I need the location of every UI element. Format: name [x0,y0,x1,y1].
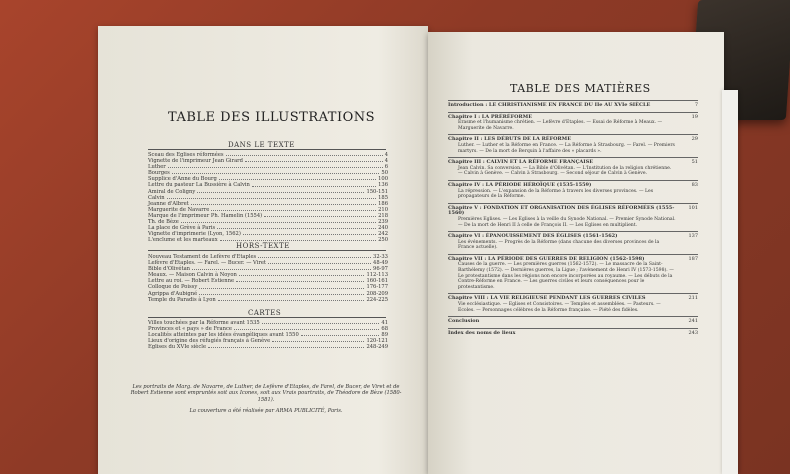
item-label: Lettre du pasteur La Bussière à Calvin [148,182,250,189]
item-label: Colloque de Poissy [148,284,198,291]
leader-dots [262,320,380,324]
leader-dots [252,182,376,186]
leader-dots [301,332,380,336]
chapter-page: 137 [688,233,698,240]
leader-dots [218,297,365,301]
item-page: 150-151 [366,188,388,195]
leader-dots [258,254,371,258]
contents-title: TABLE DES MATIÈRES [510,82,651,95]
chapter-entry [448,157,698,180]
item-page: 4 [384,152,388,158]
item-page: 136 [378,182,388,189]
chapter-description: Les événements. — Progrès de la Réforme (dans chacune des diverses provinces de la France actuelle). [458,239,660,251]
chapter-page: 211 [688,295,698,302]
item-label: Luther [148,164,166,171]
chapter-entry [448,203,698,231]
leader-dots [243,231,376,235]
item-label: Marque de l'imprimeur Ph. Hamelin (1554) [148,212,263,219]
item-page: 250 [378,237,388,244]
left-page [98,26,428,474]
chapter-entry [448,293,698,316]
chapter-page: 243 [688,329,698,336]
leader-dots [199,284,364,288]
chapter-heading: Chapitre VI : ÉPANOUISSEMENT DES ÉGLISES (1561-1562) [448,233,618,240]
item-page: 89 [381,332,388,339]
chapter-heading: Introduction : LE CHRISTIANISME EN FRANCE DU IIe AU XVIe SIÈCLE [448,102,651,108]
item-label: Bourges [148,170,170,177]
leader-dots [192,266,371,270]
chapter-description: Premières Eglises. — Les Eglises à la veille du Synode National. — Premier Synode National. — De la mort de Henri II à celle de François II. — Les Eglises en multiplient. [458,216,676,228]
chapter-page: 51 [691,159,698,166]
chapter-page: 187 [688,255,698,262]
section-rule [148,149,386,150]
section-heading-cartes: CARTES [248,309,282,317]
chapter-entry [448,100,698,112]
chapter-description: La répression. — L'expansion de la Réforme à travers les diverses provinces. — Les propagateurs de la Réforme. [458,188,654,200]
illustrations-list-hors-texte [148,254,388,303]
chapter-heading: Chapitre VII : LA PÉRIODE DES GUERRES DE RELIGION (1562-1598) [448,255,645,262]
chapter-entry [448,112,698,135]
chapter-page: 7 [694,102,698,108]
table-of-contents [448,100,698,339]
item-page: 112-113 [366,272,388,279]
leader-dots [264,213,376,217]
item-label: Localités atteintes par les idées évangéliques avant 1550 [148,332,299,339]
leader-dots [168,164,383,168]
item-page: 240 [378,225,388,232]
leader-dots [211,207,376,211]
item-page: 32-33 [373,254,388,260]
leader-dots [236,278,364,282]
chapter-heading: Chapitre II : LES DÉBUTS DE LA RÉFORME [448,136,572,143]
section-rule [148,250,386,251]
leader-dots [172,170,380,174]
chapter-description: Erasme et l'humanisme chrétien. — Lefèvre d'Etaples. — Essai de Réforme à Meaux. — Marguerite de Navarre. [458,120,663,131]
item-label: Nouveau Testament de Lefèvre d'Etaples [148,254,257,260]
chapter-page: 19 [691,113,698,120]
leader-dots [217,225,376,229]
leader-dots [234,326,379,330]
item-label: Meaux. — Maison Calvin à Noyon [148,272,237,279]
leader-dots [219,176,376,180]
item-label: Vignette d'imprimerie (Lyon, 1562) [148,231,241,238]
chapter-page: 83 [691,181,698,188]
chapter-description: Causes de la guerre. — Les premières guerres (1562-1572). — Le massacre de la Saint-Barthélemy (1572). — Dernières guerres, la Ligue ; l'avènement de Henri IV (1573-1598). — Le protestantisme dans les régions non encore incorporées au royaume. — Les débuts de la Contre-Réforme en France. — Les guerres civiles et leurs conséquences pour le protestantisme. [458,262,674,290]
chapter-heading: Chapitre III : CALVIN ET LA RÉFORME FRANÇAISE [448,159,594,166]
item-page: 242 [378,231,388,238]
cover-credit: La couverture a été réalisée par ARMA PUBLICITÉ, Paris. [189,408,343,414]
item-label: Lettre au roi. — Robert Estienne [148,278,235,285]
item-label: Th. de Bèze [148,219,179,226]
chapter-heading: Conclusion [448,318,480,325]
leader-dots [245,158,383,162]
portraits-note: Les portraits de Marg. de Navarre, de Luther, de Lefèvre d'Etaples, de Farel, de Bucer, de Viret et de Robert Estienne sont empruntés soit aux Icones, soit aux Vrais pourtraits, de Théodore de Bèze (1580-1581). [130,384,402,403]
chapter-page: 241 [688,318,698,325]
chapter-heading: Index des noms de lieux [448,329,516,336]
item-page: 185 [378,194,388,201]
item-page: 6 [384,164,388,171]
chapter-entry [448,316,698,328]
item-label: Villes touchées par la Réforme avant 1535 [148,320,260,326]
item-label: Jeanne d'Albret [148,200,189,207]
item-label: Calvin [148,194,165,201]
item-page: 120-121 [366,338,388,345]
item-page: 4 [384,158,388,165]
item-page: 239 [378,219,388,226]
item-label: La place de Grève à Paris [148,225,216,232]
chapter-description: Vie ecclésiastique. — Eglises et Consistoires. — Temples et assemblées. — Pasteurs. — Ecoles. — Personnages célèbres de la Réforme française. — Piété des fidèles. [458,302,661,313]
item-page: 210 [378,206,388,213]
item-label: Provinces et « pays » de France [148,326,232,333]
leader-dots [239,272,365,276]
chapter-entry [448,180,698,203]
leader-dots [191,201,376,205]
item-page: 248-249 [366,344,388,351]
item-page: 160-161 [366,278,388,285]
chapter-description: Luther. — Luther et la Réforme en France. — La Réforme à Strasbourg. — Farel. — Premiers martyrs. — De la mort de Berquin à l'affaire des « placards ». [458,142,675,154]
illustrations-list-cartes [148,320,388,350]
section-rule [148,317,386,318]
item-page: 41 [381,320,388,326]
leader-dots [167,195,376,199]
section-heading-hors-texte: HORS-TEXTE [236,242,290,250]
chapter-entry [448,134,698,157]
item-page: 224-225 [366,296,388,303]
item-label: Bible d'Olivétan [148,266,191,273]
item-label: Vignette de l'imprimeur Jean Girard [148,158,243,165]
leader-dots [220,237,376,241]
page-edge [722,90,738,474]
chapter-heading: Chapitre IV : LA PÉRIODE HÉROÏQUE (1535-1559) [448,181,592,188]
item-page: 100 [378,176,388,183]
list-item [148,344,388,350]
section-heading-text: DANS LE TEXTE [228,141,295,149]
item-label: Lieux d'origine des réfugiés français à Genève [148,338,271,345]
leader-dots [208,344,364,348]
list-item [148,297,388,303]
item-page: 208-209 [366,290,388,297]
chapter-description: Jean Calvin. Sa conversion. — La Bible d'Olivétan. — L'Institution de la religion chrétienne. — Calvin à Genève. — Calvin à Strasbourg. — Second séjour de Calvin à Genève. [458,165,672,177]
item-page: 176-177 [366,284,388,291]
item-page: 48-49 [373,260,388,267]
item-label: Sceau des Eglises réformées [148,152,224,158]
leader-dots [199,291,364,295]
chapter-entry [448,254,698,294]
leader-dots [268,260,371,264]
leader-dots [197,189,364,193]
item-label: L'enclume et les marteaux [148,237,218,244]
chapter-heading: Chapitre I : LA PRÉRÉFORME [448,113,533,120]
item-page: 50 [381,170,388,177]
item-label: Lefèvre d'Etaples. — Farel. — Bucer. — Viret [148,260,266,267]
chapter-page: 101 [688,204,698,211]
item-label: Marguerite de Navarre [148,206,210,213]
chapter-heading: Chapitre VIII : LA VIE RELIGIEUSE PENDANT LES GUERRES CIVILES [448,295,646,302]
leader-dots [181,219,376,223]
item-label: Temple du Paradis à Lyon [148,296,216,303]
chapter-entry [448,231,698,254]
illustrations-title: TABLE DES ILLUSTRATIONS [168,110,376,125]
item-label: Agrippa d'Aubigné [148,290,198,297]
item-label: Supplice d'Anne du Bourg [148,176,217,183]
leader-dots [226,152,383,156]
chapter-page: 29 [691,136,698,143]
item-label: Amiral de Coligny [148,188,196,195]
item-page: 68 [381,326,388,333]
chapter-entry [448,328,698,340]
chapter-heading: Chapitre V : FONDATION ET ORGANISATION DES ÉGLISES RÉFORMÉES (1555-1560) [448,204,675,217]
item-page: 218 [378,212,388,219]
illustrations-list-text [148,152,388,243]
leader-dots [272,338,364,342]
right-page [428,32,724,474]
item-label: Eglises du XVIe siècle [148,344,207,351]
item-page: 96-97 [373,266,388,273]
item-page: 186 [378,200,388,207]
